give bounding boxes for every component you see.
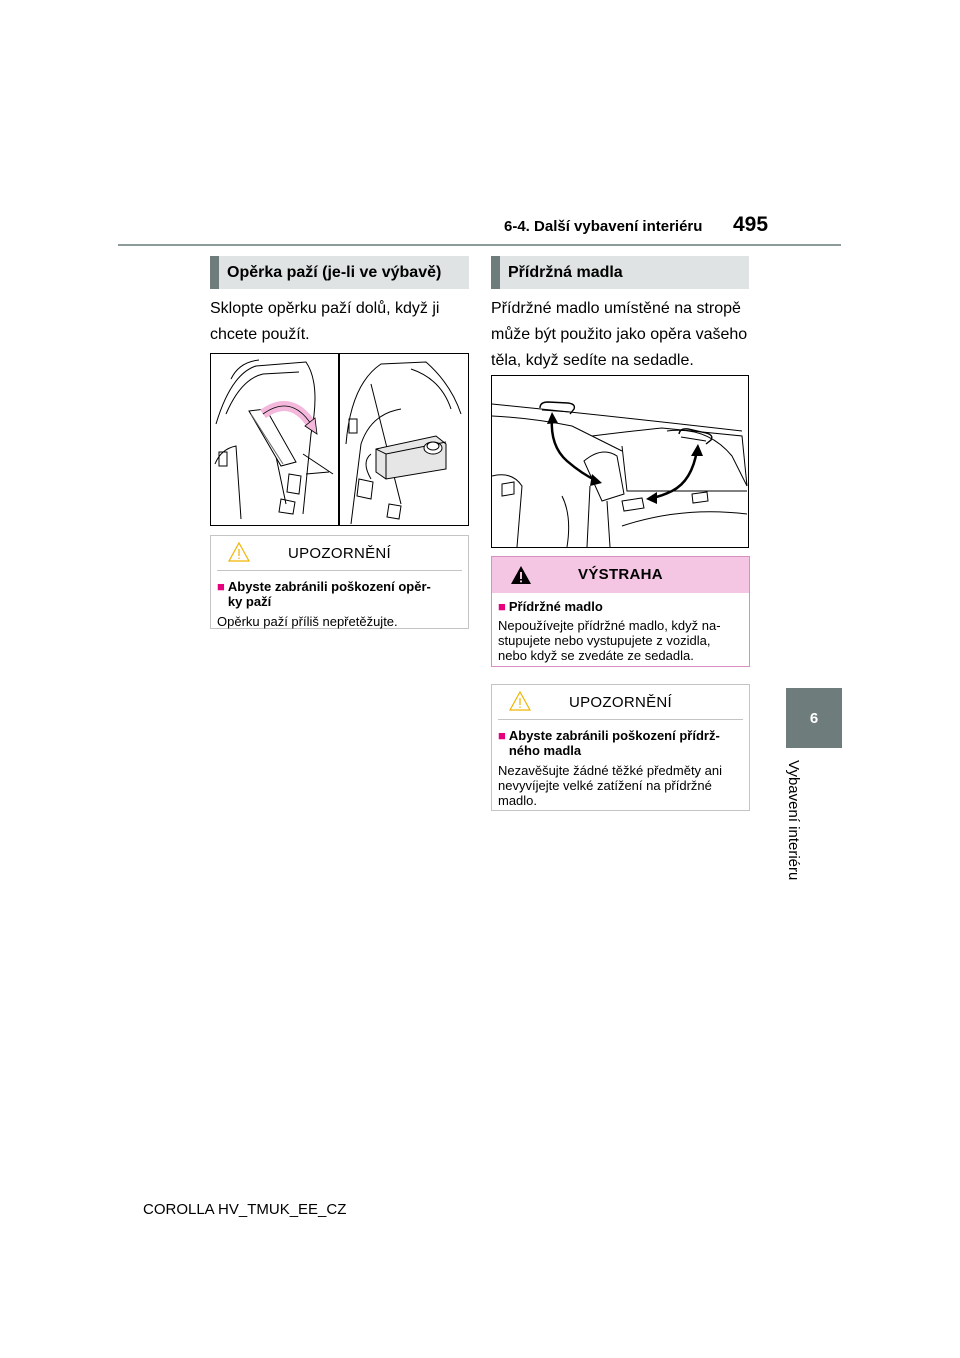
caution-item-text-line: nevyvíjejte velké zatížení na přídržné [498, 778, 712, 793]
warning-title: VÝSTRAHA [578, 566, 663, 583]
caution-header [211, 536, 468, 570]
caution-item-heading [498, 728, 743, 758]
armrest-intro-line: Sklopte opěrku paží dolů, když ji [210, 300, 440, 317]
grab-handles-intro-line: může být použito jako opěra vašeho [491, 326, 748, 343]
caution-item-text: Opěrku paží příliš nepřetěžujte. [217, 614, 398, 629]
caution-item-heading-line: Abyste zabránili poškození opěr- [227, 579, 431, 594]
grab-handles-intro-line: Přídržné madlo umístěné na stropě [491, 300, 741, 317]
header-divider [118, 244, 841, 246]
armrest-heading: Opěrka paží (je-li ve výbavě) [210, 256, 469, 289]
caution-item-heading-line: Abyste zabránili poškození přídrž- [508, 728, 720, 743]
caution-item-text [498, 763, 743, 808]
grab-handles-intro [491, 296, 751, 374]
caution-item-text-line: Nezavěšujte žádné těžké předměty ani [498, 763, 723, 778]
armrest-drawing [211, 354, 468, 525]
caution-item-heading [217, 579, 462, 609]
grab-handle-drawing [492, 376, 748, 547]
caution-body [211, 571, 468, 637]
warning-item-text [498, 618, 743, 663]
caution-item-heading-line: ného madla [508, 743, 582, 758]
model-code: COROLLA HV_TMUK_EE_CZ [143, 1201, 347, 1218]
warning-item-text-line: stupujete nebo vystupujete z vozidla, [498, 633, 711, 648]
caution-header [492, 685, 749, 719]
caution-title: UPOZORNĚNÍ [287, 545, 391, 562]
caution-body [492, 720, 749, 816]
armrest-illustration [210, 353, 469, 526]
warning-item-text-line: nebo když se zvedáte ze sedadla. [498, 648, 694, 663]
bullet-square-icon: ■ [217, 579, 225, 594]
grab-handles-intro-line: těla, když sedíte na sedadle. [491, 352, 694, 369]
armrest-intro-line: chcete použít. [210, 326, 310, 343]
grab-handle-illustration [491, 375, 749, 548]
caution-item-text-line: madlo. [498, 793, 538, 808]
grab-handle-warning-box [491, 556, 750, 667]
grab-handles-heading: Přídržná madla [491, 256, 749, 289]
armrest-caution-box [210, 535, 469, 629]
chapter-title [785, 760, 805, 900]
warning-item-heading-text: Přídržné madlo [508, 599, 603, 614]
up-arrow-icon [547, 412, 558, 424]
page-number: 495 [733, 213, 769, 236]
warning-header [492, 557, 749, 593]
chapter-tab [786, 688, 842, 748]
warning-item-heading [498, 599, 743, 614]
chapter-number: 6 [809, 709, 819, 727]
caution-item-heading-line: ky paží [227, 594, 272, 609]
grab-handle-caution-box [491, 684, 750, 811]
up-arrow-icon [691, 444, 703, 456]
caution-title: UPOZORNĚNÍ [568, 694, 672, 711]
armrest-intro [210, 296, 469, 348]
warning-item-text-line: Nepoužívejte přídržné madlo, když na- [498, 618, 721, 633]
chapter-title-text: Vybavení interiéru [785, 760, 802, 881]
section-header: 6-4. Další vybavení interiéru [504, 218, 703, 235]
warning-body [492, 593, 749, 671]
bullet-square-icon: ■ [498, 728, 506, 743]
bullet-square-icon: ■ [498, 599, 506, 614]
